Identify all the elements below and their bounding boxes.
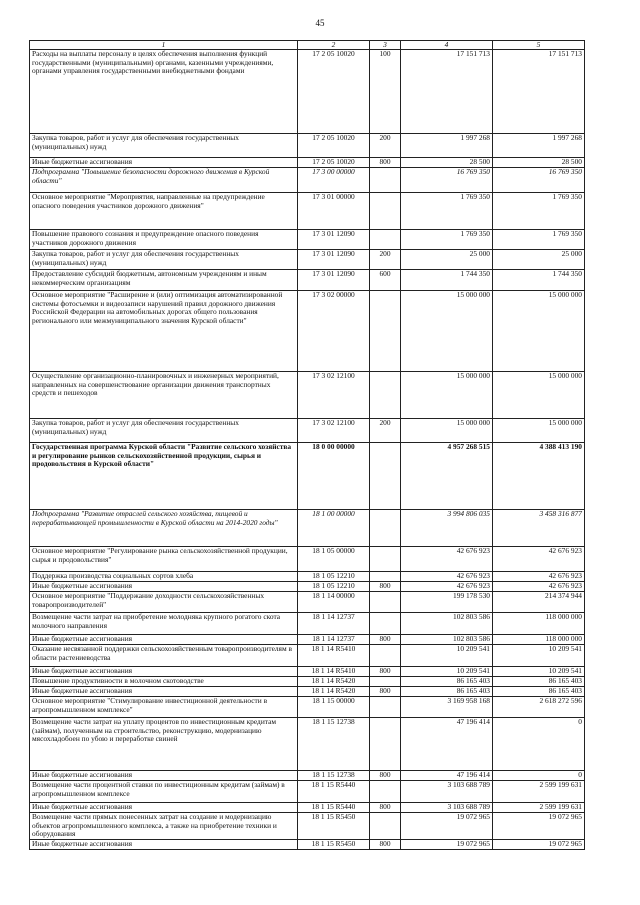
row-name: Повышение правового сознания и предупреждение опасного поведения участников дорожного движения	[30, 230, 298, 250]
row-amount-2: 15 000 000	[493, 291, 585, 372]
row-code: 17 3 00 00000	[298, 168, 370, 193]
row-name: Иные бюджетные ассигнования	[30, 803, 298, 813]
row-amount-2: 86 165 403	[493, 677, 585, 687]
row-code: 18 1 15 R5450	[298, 813, 370, 839]
row-type	[370, 677, 401, 687]
row-name: Закупка товаров, работ и услуг для обеспечения государственных (муниципальных) нужд	[30, 250, 298, 270]
column-header-code: 2	[298, 41, 370, 50]
column-header-amount-1: 4	[401, 41, 493, 50]
row-amount-2: 28 500	[493, 158, 585, 168]
row-name: Основное мероприятие "Мероприятия, направленные на предупреждение опасного поведения участников дорожного движения"	[30, 193, 298, 230]
row-amount-1: 199 178 530	[401, 592, 493, 613]
row-amount-2: 1 997 268	[493, 134, 585, 158]
row-type	[370, 645, 401, 667]
table-row	[30, 813, 585, 839]
row-type: 200	[370, 134, 401, 158]
table-row	[30, 697, 585, 718]
row-name: Подпрограмма "Повышение безопасности дорожного движения в Курской области"	[30, 168, 298, 193]
table-row	[30, 372, 585, 419]
row-amount-1: 25 000	[401, 250, 493, 270]
row-name: Основное мероприятие "Расширение и (или) оптимизация автоматизированной системы фотосъемки и видеозаписи нарушений правил дорожного движения Российской Федерации на автомобильных дорогах общего пользования регионального или межмуниципального значения Курской области"	[30, 291, 298, 372]
column-header-type: 3	[370, 41, 401, 50]
column-header-name: 1	[30, 41, 298, 50]
row-amount-2: 118 000 000	[493, 635, 585, 645]
row-amount-1: 15 000 000	[401, 419, 493, 443]
row-name: Закупка товаров, работ и услуг для обеспечения государственных (муниципальных) нужд	[30, 419, 298, 443]
row-name: Повышение продуктивности в молочном скотоводстве	[30, 677, 298, 687]
row-type	[370, 547, 401, 572]
row-amount-1: 15 000 000	[401, 291, 493, 372]
row-name: Возмещение части прямых понесенных затрат на создание и модернизацию объектов агропромышленного комплекса, а также на приобретение техники и оборудования	[30, 813, 298, 839]
row-name: Оказание несвязанной поддержки сельскохозяйственным товаропроизводителям в области растениеводства	[30, 645, 298, 667]
row-type: 800	[370, 839, 401, 849]
table-row	[30, 803, 585, 813]
row-amount-2: 2 599 199 631	[493, 803, 585, 813]
row-name: Иные бюджетные ассигнования	[30, 635, 298, 645]
row-type: 800	[370, 771, 401, 781]
row-amount-1: 1 769 350	[401, 230, 493, 250]
row-name: Возмещение части затрат на уплату процентов по инвестиционным кредитам (займам), полученным на строительство, реконструкцию, модернизацию мясохладобоен по убою и переработке свиней	[30, 718, 298, 771]
row-type: 200	[370, 250, 401, 270]
row-code: 18 1 14 R5410	[298, 667, 370, 677]
row-type	[370, 291, 401, 372]
row-amount-2: 42 676 923	[493, 582, 585, 592]
table-row	[30, 687, 585, 697]
row-amount-2: 15 000 000	[493, 419, 585, 443]
row-code: 17 3 02 12100	[298, 419, 370, 443]
table-row	[30, 677, 585, 687]
row-type: 800	[370, 635, 401, 645]
row-code: 18 1 14 R5420	[298, 677, 370, 687]
row-amount-1: 10 209 541	[401, 667, 493, 677]
row-amount-2: 1 769 350	[493, 193, 585, 230]
row-type	[370, 193, 401, 230]
table-row	[30, 547, 585, 572]
row-amount-1: 15 000 000	[401, 372, 493, 419]
row-amount-1: 16 769 350	[401, 168, 493, 193]
row-amount-2: 15 000 000	[493, 372, 585, 419]
table-row	[30, 419, 585, 443]
row-amount-2: 19 072 965	[493, 813, 585, 839]
row-type	[370, 168, 401, 193]
table-row	[30, 781, 585, 803]
row-amount-2: 2 618 272 596	[493, 697, 585, 718]
row-name: Иные бюджетные ассигнования	[30, 667, 298, 677]
row-code: 17 3 01 00000	[298, 193, 370, 230]
table-row	[30, 582, 585, 592]
row-type: 800	[370, 667, 401, 677]
row-type	[370, 697, 401, 718]
row-amount-2: 42 676 923	[493, 547, 585, 572]
row-amount-1: 3 169 958 168	[401, 697, 493, 718]
row-code: 18 1 15 12738	[298, 771, 370, 781]
row-amount-2: 86 165 403	[493, 687, 585, 697]
row-amount-1: 102 803 586	[401, 635, 493, 645]
row-amount-1: 3 103 688 789	[401, 781, 493, 803]
row-type: 800	[370, 803, 401, 813]
row-code: 18 1 14 R5420	[298, 687, 370, 697]
row-amount-2: 214 374 944	[493, 592, 585, 613]
row-amount-2: 19 072 965	[493, 839, 585, 849]
row-type	[370, 572, 401, 582]
row-code: 18 1 05 00000	[298, 547, 370, 572]
row-name: Иные бюджетные ассигнования	[30, 839, 298, 849]
row-name: Основное мероприятие "Регулирование рынка сельскохозяйственной продукции, сырья и продовольствия"	[30, 547, 298, 572]
row-code: 17 3 02 00000	[298, 291, 370, 372]
row-amount-1: 42 676 923	[401, 572, 493, 582]
table-row	[30, 158, 585, 168]
row-amount-1: 3 994 806 035	[401, 510, 493, 547]
row-type	[370, 230, 401, 250]
row-type	[370, 372, 401, 419]
row-type: 100	[370, 50, 401, 134]
row-amount-1: 1 769 350	[401, 193, 493, 230]
row-name: Иные бюджетные ассигнования	[30, 687, 298, 697]
table-row	[30, 168, 585, 193]
row-amount-2: 10 209 541	[493, 667, 585, 677]
row-amount-1: 42 676 923	[401, 582, 493, 592]
row-amount-2: 0	[493, 718, 585, 771]
row-name: Государственная программа Курской области "Развитие сельского хозяйства и регулирование рынков сельскохозяйственной продукции, сырья и продовольствия в Курской области"	[30, 443, 298, 510]
row-code: 18 1 15 R5440	[298, 781, 370, 803]
row-type	[370, 592, 401, 613]
row-name: Основное мероприятие "Стимулирование инвестиционной деятельности в агропромышленном комплексе"	[30, 697, 298, 718]
row-code: 17 3 02 12100	[298, 372, 370, 419]
row-name: Возмещение части затрат на приобретение молодняка крупного рогатого скота молочного направления	[30, 613, 298, 635]
row-amount-1: 28 500	[401, 158, 493, 168]
row-type	[370, 443, 401, 510]
table-row	[30, 50, 585, 134]
table-row	[30, 270, 585, 291]
table-row	[30, 771, 585, 781]
row-code: 17 3 01 12090	[298, 270, 370, 291]
row-name: Подпрограмма "Развитие отраслей сельского хозяйства, пищевой и перерабатывающей промышленности в Курской области на 2014-2020 годы"	[30, 510, 298, 547]
row-amount-1: 1 997 268	[401, 134, 493, 158]
row-type	[370, 613, 401, 635]
row-type	[370, 718, 401, 771]
row-type: 800	[370, 687, 401, 697]
table-row	[30, 193, 585, 230]
row-code: 18 1 05 12210	[298, 572, 370, 582]
row-code: 18 1 15 R5440	[298, 803, 370, 813]
table-row	[30, 613, 585, 635]
row-type	[370, 510, 401, 547]
row-amount-2: 25 000	[493, 250, 585, 270]
row-amount-2: 16 769 350	[493, 168, 585, 193]
row-code: 17 3 01 12090	[298, 230, 370, 250]
row-code: 18 1 14 R5410	[298, 645, 370, 667]
row-amount-1: 17 151 713	[401, 50, 493, 134]
row-code: 17 2 05 10020	[298, 134, 370, 158]
row-type: 800	[370, 158, 401, 168]
row-amount-2: 0	[493, 771, 585, 781]
table-row	[30, 572, 585, 582]
row-type: 800	[370, 582, 401, 592]
row-name: Иные бюджетные ассигнования	[30, 771, 298, 781]
table-row	[30, 134, 585, 158]
table-row	[30, 291, 585, 372]
row-type: 600	[370, 270, 401, 291]
row-name: Основное мероприятие "Поддержание доходности сельскохозяйственных товаропроизводителей"	[30, 592, 298, 613]
row-amount-1: 86 165 403	[401, 687, 493, 697]
table-row	[30, 510, 585, 547]
row-amount-1: 19 072 965	[401, 839, 493, 849]
row-code: 18 1 14 00000	[298, 592, 370, 613]
row-code: 18 1 14 12737	[298, 635, 370, 645]
row-amount-2: 2 599 199 631	[493, 781, 585, 803]
row-name: Возмещение части процентной ставки по инвестиционным кредитам (займам) в агропромышленном комплексе	[30, 781, 298, 803]
row-code: 18 1 15 12738	[298, 718, 370, 771]
budget-table	[29, 40, 585, 850]
row-amount-1: 47 196 414	[401, 771, 493, 781]
row-amount-2: 118 000 000	[493, 613, 585, 635]
row-name: Иные бюджетные ассигнования	[30, 582, 298, 592]
table-body	[30, 50, 585, 849]
row-type	[370, 813, 401, 839]
column-number-row	[30, 41, 585, 50]
row-amount-1: 4 957 268 515	[401, 443, 493, 510]
row-amount-2: 17 151 713	[493, 50, 585, 134]
row-amount-1: 42 676 923	[401, 547, 493, 572]
row-amount-1: 19 072 965	[401, 813, 493, 839]
row-code: 17 2 05 10020	[298, 50, 370, 134]
row-name: Расходы на выплаты персоналу в целях обеспечения выполнения функций государственными (муниципальными) органами, казенными учреждениями, органами управления государственными внебюджетными фондами	[30, 50, 298, 134]
row-amount-1: 86 165 403	[401, 677, 493, 687]
row-type	[370, 781, 401, 803]
row-name: Предоставление субсидий бюджетным, автономным учреждениям и иным некоммерческим организациям	[30, 270, 298, 291]
row-amount-2: 3 458 316 877	[493, 510, 585, 547]
row-type: 200	[370, 419, 401, 443]
row-code: 18 1 15 00000	[298, 697, 370, 718]
row-code: 17 3 01 12090	[298, 250, 370, 270]
table-row	[30, 250, 585, 270]
row-name: Закупка товаров, работ и услуг для обеспечения государственных (муниципальных) нужд	[30, 134, 298, 158]
row-code: 17 2 05 10020	[298, 158, 370, 168]
table-row	[30, 667, 585, 677]
table-row	[30, 592, 585, 613]
row-amount-1: 47 196 414	[401, 718, 493, 771]
row-name: Осуществление организационно-планировочных и инженерных мероприятий, направленных на совершенствование организации движения транспортных средств и пешеходов	[30, 372, 298, 419]
row-amount-2: 10 209 541	[493, 645, 585, 667]
row-amount-2: 1 769 350	[493, 230, 585, 250]
row-code: 18 0 00 00000	[298, 443, 370, 510]
row-amount-2: 1 744 350	[493, 270, 585, 291]
row-amount-1: 3 103 688 789	[401, 803, 493, 813]
row-amount-1: 102 803 586	[401, 613, 493, 635]
row-code: 18 1 00 00000	[298, 510, 370, 547]
row-code: 18 1 14 12737	[298, 613, 370, 635]
table-row	[30, 230, 585, 250]
row-name: Иные бюджетные ассигнования	[30, 158, 298, 168]
row-amount-2: 4 388 413 190	[493, 443, 585, 510]
row-code: 18 1 05 12210	[298, 582, 370, 592]
table-row	[30, 645, 585, 667]
table-row	[30, 718, 585, 771]
row-amount-1: 10 209 541	[401, 645, 493, 667]
row-name: Поддержка производства социальных сортов хлеба	[30, 572, 298, 582]
table-row	[30, 635, 585, 645]
table-row	[30, 839, 585, 849]
column-header-amount-2: 5	[493, 41, 585, 50]
row-amount-1: 1 744 350	[401, 270, 493, 291]
page-number: 45	[315, 18, 325, 28]
row-amount-2: 42 676 923	[493, 572, 585, 582]
row-code: 18 1 15 R5450	[298, 839, 370, 849]
table-row	[30, 443, 585, 510]
